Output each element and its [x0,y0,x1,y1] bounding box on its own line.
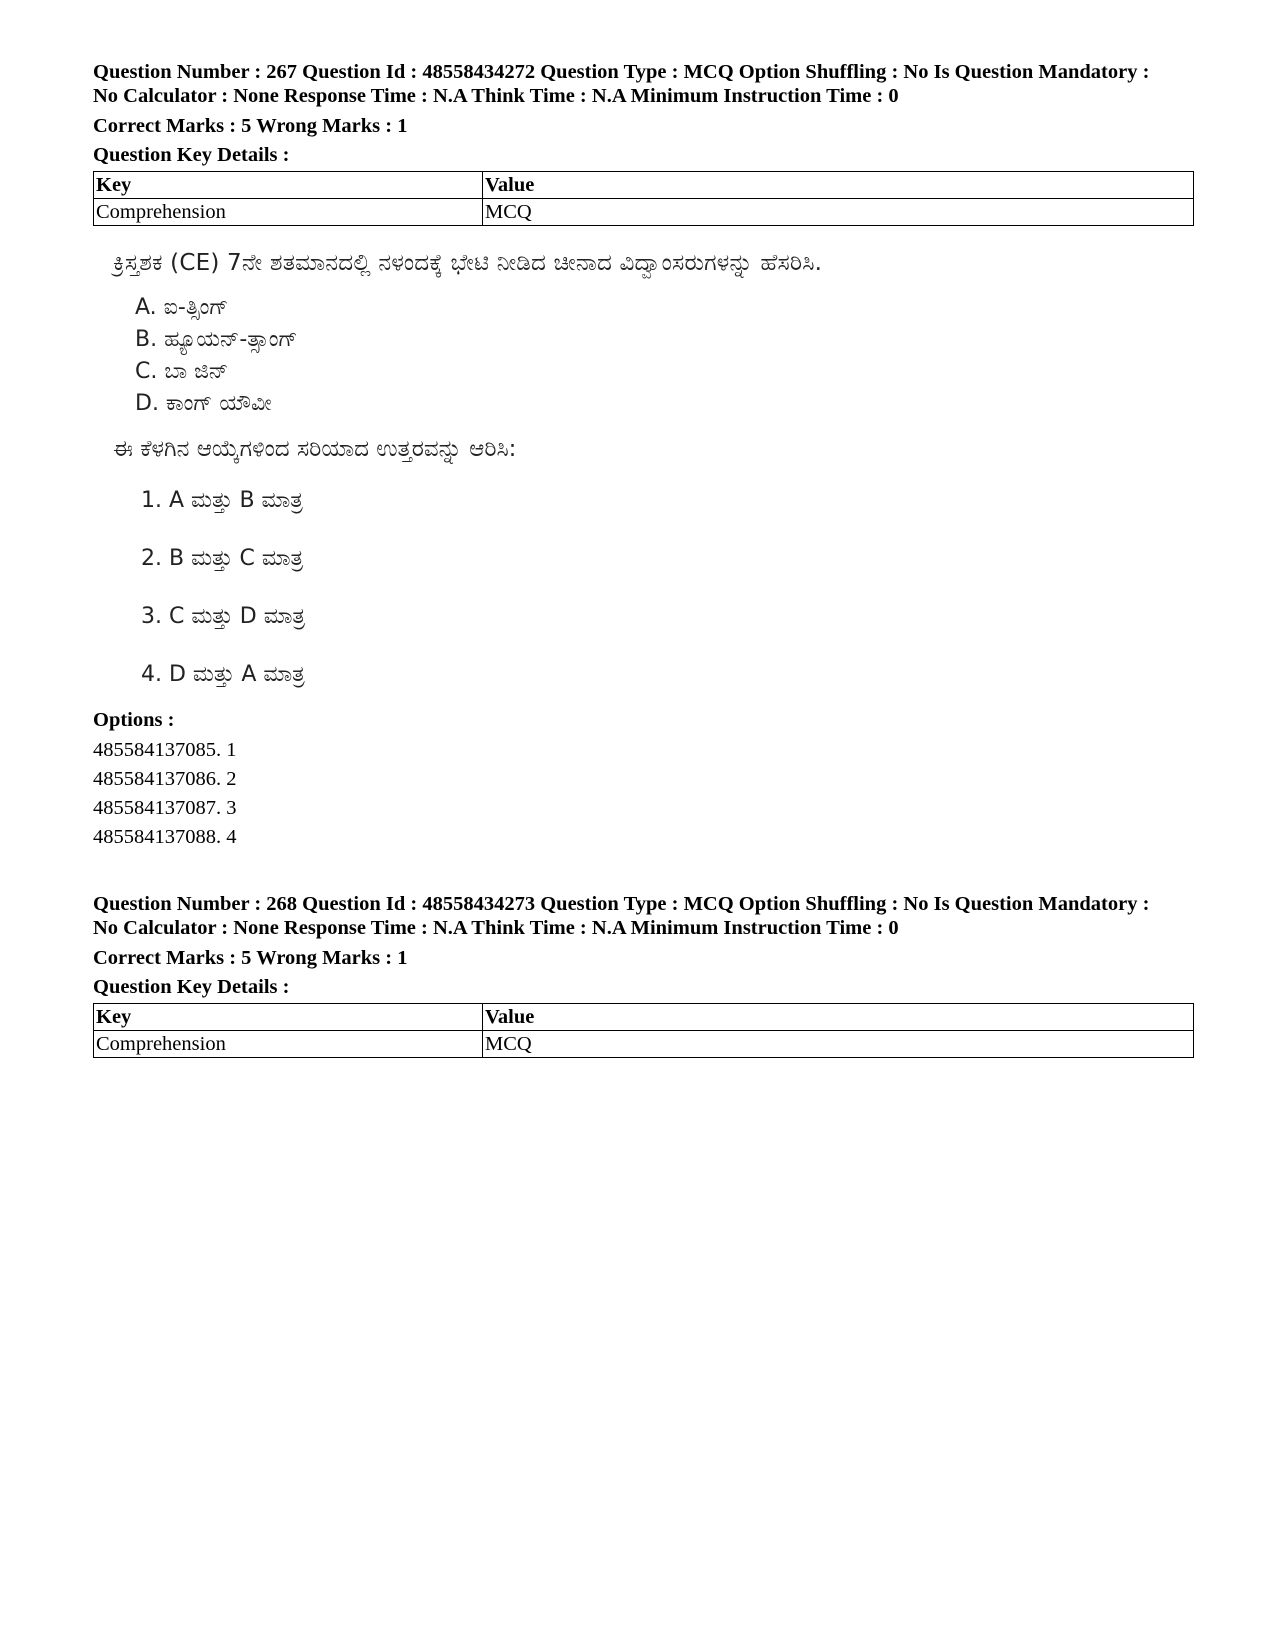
key-table-header-key: Key [94,1004,483,1031]
stem-statement-a: A. ಐ-ತ್ಸಿಂಗ್ [135,295,229,320]
option-item: 485584137087. 3 [93,797,237,819]
marks-line: Correct Marks : 5 Wrong Marks : 1 [93,947,408,969]
stem-choice-4: 4. D ಮತ್ತು A ಮಾತ್ರ [141,662,305,687]
key-table-header-key: Key [94,172,483,199]
stem-choice-2: 2. B ಮತ್ತು C ಮಾತ್ರ [141,546,304,571]
key-details-label: Question Key Details : [93,144,290,166]
stem-choice-3: 3. C ಮತ್ತು D ಮಾತ್ರ [141,604,305,629]
stem-statement-d: D. ಕಾಂಗ್ ಯೌವೀ [135,391,272,416]
stem-instruction-text: ಈ ಕೆಳಗಿನ ಆಯ್ಕೆಗಳಿಂದ ಸರಿಯಾದ ಉತ್ತರವನ್ನು ಆರಿಸಿ: [113,436,517,462]
stem-choice-1: 1. A ಮತ್ತು B ಮಾತ್ರ [141,488,303,513]
option-item: 485584137086. 2 [93,768,237,790]
key-details-table [93,1003,1194,1058]
options-label: Options : [93,709,175,731]
stem-statements [135,292,1193,420]
key-table-row [94,1031,1194,1058]
marks-line: Correct Marks : 5 Wrong Marks : 1 [93,115,408,137]
key-table-row [94,199,1194,226]
key-table-cell-value: MCQ [483,199,1194,226]
key-details-table [93,171,1194,226]
question-header-line-1: Question Number : 268 Question Id : 48558434273 Question Type : MCQ Option Shuffling : No Is Question Mandatory : [93,893,1150,915]
stem-statement-b: B. ಹ್ಯೂಯನ್-ತ್ಸಾಂಗ್ [135,327,298,352]
question-header-line-1: Question Number : 267 Question Id : 48558434272 Question Type : MCQ Option Shuffling : No Is Question Mandatory : [93,61,1150,83]
key-table-header-row [94,1004,1194,1031]
stem-choices [141,486,1193,690]
question-block-267 [93,60,1193,852]
stem-question-text: ಕ್ರಿಸ್ತಶಕ (CE) 7ನೇ ಶತಮಾನದಲ್ಲಿ ನಳಂದಕ್ಕೆ ಭೇಟಿ ನೀಡಿದ ಚೀನಾದ ವಿದ್ವಾಂಸರುಗಳನ್ನು ಹೆಸರಿಸಿ. [113,250,823,276]
option-item: 485584137085. 1 [93,739,237,761]
option-item: 485584137088. 4 [93,826,237,848]
document-page [93,60,1193,1058]
question-header-line-2: No Calculator : None Response Time : N.A Think Time : N.A Minimum Instruction Time : 0 [93,85,899,107]
stem-statement-c: C. ಬಾ ಜಿನ್ [135,359,229,384]
key-table-header-value: Value [483,172,1194,199]
question-stem [113,248,1193,690]
key-table-header-value: Value [483,1004,1194,1031]
key-table-header-row [94,172,1194,199]
question-header-line-2: No Calculator : None Response Time : N.A Think Time : N.A Minimum Instruction Time : 0 [93,917,899,939]
key-details-label: Question Key Details : [93,976,290,998]
question-block-268 [93,892,1193,1058]
options-list [93,736,1193,852]
key-table-cell-value: MCQ [483,1031,1194,1058]
key-table-cell-key: Comprehension [94,1031,483,1058]
key-table-cell-key: Comprehension [94,199,483,226]
